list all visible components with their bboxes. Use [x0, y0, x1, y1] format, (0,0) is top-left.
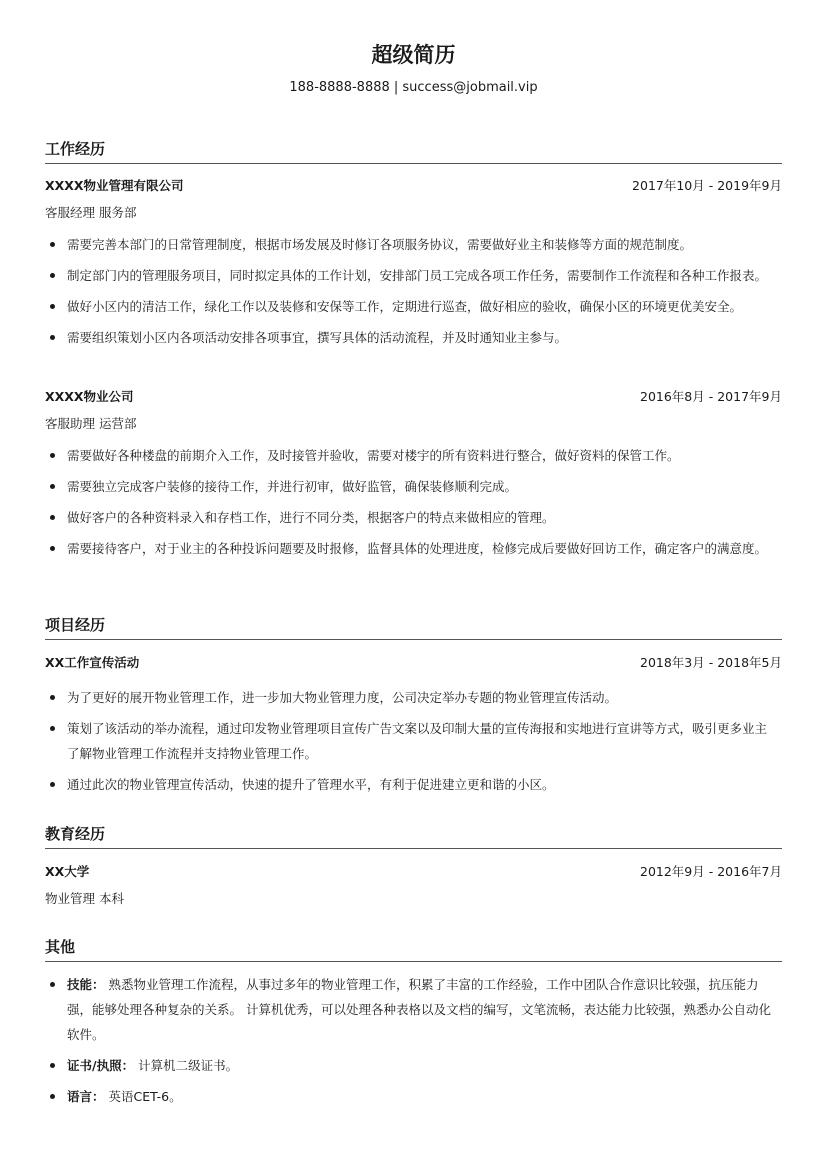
resume-name: 超级简历: [371, 43, 456, 67]
project-entry-1-header: [45, 653, 782, 673]
work-entry-2-date: 2016年8月 - 2017年9月: [640, 389, 782, 404]
bullet-dot-icon: [50, 515, 55, 520]
project-entry-1-org: XX工作宣传活动: [45, 655, 140, 670]
work-entry-1-bullets: [45, 232, 782, 356]
list-item: [45, 972, 782, 1047]
list-item: [45, 474, 782, 499]
work-entry-2-bullets: [45, 443, 782, 567]
work-entry-2-header: [45, 387, 782, 407]
bullet-text: 需要独立完成客户装修的接待工作，并进行初审，做好监管，确保装修顺利完成。: [67, 479, 518, 494]
bullet-dot-icon: [50, 242, 55, 247]
work-entry-1-role: 客服经理 服务部: [45, 205, 137, 220]
work-entry-2-role: 客服助理 运营部: [45, 416, 137, 431]
item-text: 英语CET-6。: [108, 1089, 182, 1104]
bullet-text: 需要做好各种楼盘的前期介入工作，及时接管并验收，需要对楼宇的所有资料进行整合，做好资料的保管工作。: [67, 448, 680, 463]
bullet-text: 策划了该活动的举办流程，通过印发物业管理项目宣传广告文案以及印制大量的宣传海报和实地进行宣讲等方式，吸引更多业主了解物业管理工作流程并支持物业管理工作。: [67, 721, 768, 761]
bullet-text: 需要完善本部门的日常管理制度，根据市场发展及时修订各项服务协议，需要做好业主和装修等方面的规范制度。: [67, 237, 693, 252]
list-item: [45, 325, 782, 350]
item-text: 熟悉物业管理工作流程，从事过多年的物业管理工作，积累了丰富的工作经验，工作中团队合作意识比较强，抗压能力强，能够处理各种复杂的关系。 计算机优秀，可以处理各种表格以及文档的编写，文笔流畅，表达能力比较强，熟悉办公自动化软件。: [67, 977, 771, 1042]
bullet-dot-icon: [50, 726, 55, 731]
other-items: [45, 972, 782, 1115]
list-item: [45, 505, 782, 530]
work-entry-1-org: XXXX物业管理有限公司: [45, 178, 184, 193]
section-title-education: 教育经历: [45, 823, 782, 849]
bullet-dot-icon: [50, 484, 55, 489]
project-entry-1-date: 2018年3月 - 2018年5月: [640, 655, 782, 670]
work-entry-1-date: 2017年10月 - 2019年9月: [632, 178, 782, 193]
list-item: [45, 1053, 782, 1078]
section-title-work: 工作经历: [45, 138, 782, 164]
bullet-text: 制定部门内的管理服务项目，同时拟定具体的工作计划，安排部门员工完成各项工作任务，需要制作工作流程和各种工作报表。: [67, 268, 768, 283]
project-entry-1-bullets: [45, 685, 782, 803]
education-entry-1-date: 2012年9月 - 2016年7月: [640, 864, 782, 879]
bullet-text: 做好小区内的清洁工作，绿化工作以及装修和安保等工作，定期进行巡查，做好相应的验收，确保小区的环境更优美安全。: [67, 299, 743, 314]
list-item: [45, 443, 782, 468]
item-text: 计算机二级证书。: [138, 1058, 239, 1073]
bullet-dot-icon: [50, 335, 55, 340]
bullet-dot-icon: [50, 546, 55, 551]
bullet-dot-icon: [50, 1063, 55, 1068]
list-item: [45, 772, 782, 797]
bullet-text: 为了更好的展开物业管理工作，进一步加大物业管理力度，公司决定举办专题的物业管理宣传活动。: [67, 690, 618, 705]
education-entry-1-org: XX大学: [45, 864, 90, 879]
list-item: [45, 232, 782, 257]
bullet-dot-icon: [50, 453, 55, 458]
bullet-dot-icon: [50, 273, 55, 278]
bullet-text: 需要组织策划小区内各项活动安排各项事宜，撰写具体的活动流程，并及时通知业主参与。: [67, 330, 568, 345]
bullet-text: 做好客户的各种资料录入和存档工作，进行不同分类，根据客户的特点来做相应的管理。: [67, 510, 555, 525]
list-item: [45, 294, 782, 319]
list-item: [45, 685, 782, 710]
bullet-dot-icon: [50, 304, 55, 309]
list-item: [45, 1084, 782, 1109]
item-label: 技能：: [67, 977, 105, 992]
bullet-dot-icon: [50, 695, 55, 700]
contact-info: 188-8888-8888 | success@jobmail.vip: [289, 80, 538, 95]
list-item: [45, 536, 782, 561]
list-item: [45, 716, 782, 766]
bullet-dot-icon: [50, 782, 55, 787]
section-title-projects: 项目经历: [45, 614, 782, 640]
bullet-dot-icon: [50, 982, 55, 987]
education-entry-1-header: [45, 862, 782, 882]
bullet-dot-icon: [50, 1094, 55, 1099]
item-label: 证书/执照：: [67, 1058, 135, 1073]
work-entry-1-header: [45, 176, 782, 196]
work-entry-2-org: XXXX物业公司: [45, 389, 134, 404]
bullet-text: 通过此次的物业管理宣传活动，快速的提升了管理水平，有利于促进建立更和谐的小区。: [67, 777, 555, 792]
item-label: 语言：: [67, 1089, 105, 1104]
education-entry-1-role: 物业管理 本科: [45, 891, 124, 906]
bullet-text: 需要接待客户，对于业主的各种投诉问题要及时报修，监督具体的处理进度，检修完成后要做好回访工作，确定客户的满意度。: [67, 541, 768, 556]
section-title-other: 其他: [45, 936, 782, 962]
list-item: [45, 263, 782, 288]
